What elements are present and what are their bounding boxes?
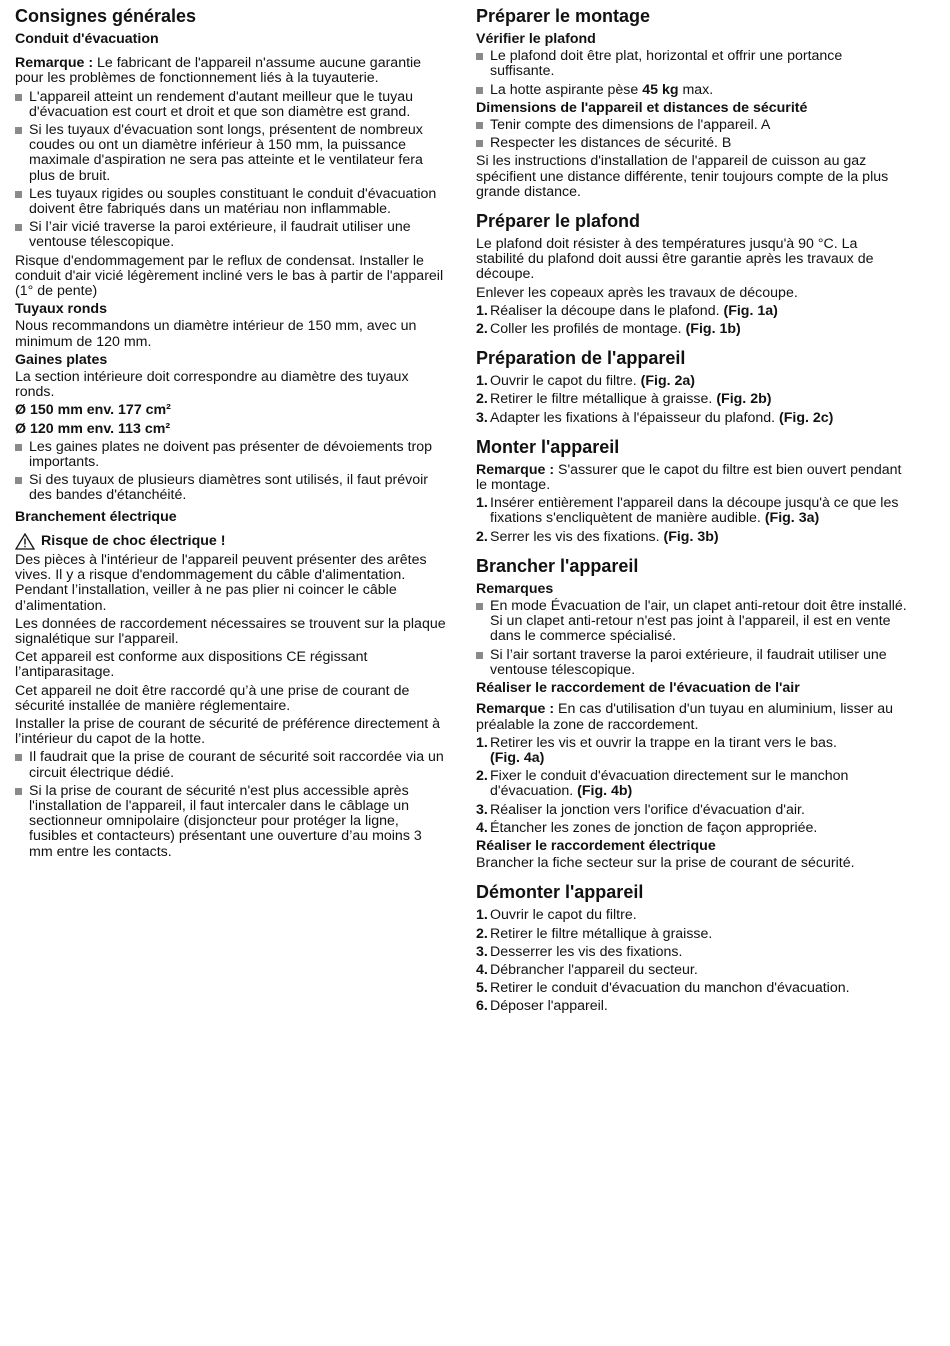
list-item [476,411,908,426]
list-item [476,945,908,960]
step-number: 3. [476,943,488,960]
section-heading-raccordement-elec: Réaliser le raccordement électrique [476,837,716,854]
plafond-steps [476,304,908,337]
list-item: Tenir compte des dimensions de l'appareil. A [476,118,908,133]
list-item: Si la prise de courant de sécurité n'est plus accessible après l'installation de l'appareil, il faut intercaler dans le câblage un sectionneur omnipolaire (disjoncteur pour protéger la ligne, fusibles et contacteurs) présentant une ouverture d’au moins 3 mm entre les contacts. [15,784,447,860]
elec-paragraph: Cet appareil ne doit être raccordé qu’à une prise de courant de sécurité installée de manière réglementaire. [15,682,410,714]
step-text: Réaliser la découpe dans le plafond. [490,302,724,319]
list-item: Le plafond doit être plat, horizontal et offrir une portance suffisante. [476,49,908,79]
page-title: Consignes générales [15,6,197,26]
weight-prefix: La hotte aspirante pèse [490,81,643,98]
figure-ref: (Fig. 1b) [685,321,741,338]
step-text: Retirer le filtre métallique à graisse. [490,925,713,942]
section-heading-evac: Réaliser le raccordement de l'évacuation de l'air [476,680,800,697]
list-item: L'appareil atteint un rendement d'autant meilleur que le tuyau d'évacuation est court et droit et que son diamètre est grand. [15,90,447,120]
conduit-bullets [15,90,447,251]
list-item: En mode Évacuation de l'air, un clapet anti-retour doit être installé. Si un clapet anti-retour n'est pas joint à l'appareil, il est en vente dans le commerce spécialisé. [476,599,908,645]
step-text: Retirer le filtre métallique à graisse. [490,391,717,408]
step-text: Insérer entièrement l'appareil dans la découpe jusqu'à ce que les fixations s'encliquètent de manière audible. [490,495,899,527]
list-item: Les tuyaux rigides ou souples constituant le conduit d'évacuation doivent être fabriqués dans un matériau non inflammable. [15,187,447,217]
remarque-note [476,463,908,493]
elec-bullets [15,750,447,859]
list-item [476,908,908,923]
step-text: Étancher les zones de jonction de façon appropriée. [490,819,818,836]
warning-triangle-icon [15,533,35,550]
step-number: 2. [476,391,488,408]
figure-ref: (Fig. 3a) [764,510,820,527]
list-item [476,496,908,526]
list-item [476,821,908,836]
step-text: Ouvrir le capot du filtre. [490,373,641,390]
section-title-plafond: Préparer le plafond [476,211,641,232]
step-text: Coller les profilés de montage. [490,321,686,338]
list-item [476,981,908,996]
list-item [476,769,908,799]
list-item: Respecter les distances de sécurité. B [476,136,908,151]
plafond-paragraph: Enlever les copeaux après les travaux de découpe. [476,284,798,301]
step-text: Débrancher l'appareil du secteur. [490,961,698,978]
step-text: Déposer l'appareil. [490,998,608,1015]
dims-bullets [476,118,908,151]
list-item [476,963,908,978]
section-heading-remarques: Remarques [476,580,554,597]
list-item [476,392,908,407]
step-text: Desserrer les vis des fixations. [490,943,683,960]
step-number: 1. [476,734,488,751]
raccordement-elec-text: Brancher la fiche secteur sur la prise de courant de sécurité. [476,855,855,872]
section-heading-plates: Gaines plates [15,351,108,368]
elec-paragraph: Cet appareil est conforme aux dispositions CE régissant l’antiparasitage. [15,649,368,681]
section-heading-elec: Branchement électrique [15,508,177,525]
step-text: Fixer le conduit d'évacuation directement sur le manchon d'évacuation. [490,768,849,800]
figure-ref: (Fig. 4a) [490,749,545,766]
dimension-150: Ø 150 mm env. 177 cm² [15,402,171,419]
plates-text: La section intérieure doit correspondre au diamètre des tuyaux ronds. [15,369,409,401]
step-number: 5. [476,980,488,997]
section-title-monter: Monter l'appareil [476,436,620,457]
plates-bullets [15,440,447,504]
remarque-text: Le fabricant de l'appareil n'assume aucune garantie pour les problèmes de fonctionnement liés à la tuyauterie. [15,55,422,87]
section-heading-dims: Dimensions de l'appareil et distances de sécurité [476,99,808,116]
step-number: 2. [476,925,488,942]
list-item: Il faudrait que la prise de courant de sécurité soit raccordée via un circuit électrique dédié. [15,750,447,780]
list-item [476,322,908,337]
step-number: 3. [476,409,488,426]
list-item: Si des tuyaux de plusieurs diamètres sont utilisés, il faut prévoir des bandes d'étanchéité. [15,473,447,503]
step-number: 2. [476,768,488,785]
monter-steps [476,496,908,545]
verif-bullets [476,49,908,98]
section-heading-conduit: Conduit d'évacuation [15,31,159,47]
evac-steps [476,736,908,836]
step-text: Adapter les fixations à l'épaisseur du plafond. [490,409,780,426]
figure-ref: (Fig. 2a) [640,373,695,390]
step-number: 1. [476,907,488,924]
remarque-label: Remarque : [476,701,555,718]
list-item [476,999,908,1014]
step-number: 1. [476,373,488,390]
list-item: Si les tuyaux d'évacuation sont longs, présentent de nombreux coudes ou ont un diamètre inférieur à 150 mm, la puissance maximale d'aspiration ne sera pas atteinte et le ventilateur fera plus de bruit. [15,123,447,184]
step-number: 2. [476,528,488,545]
step-text: Ouvrir le capot du filtre. [490,907,637,924]
section-heading-verif: Vérifier le plafond [476,31,596,47]
condensat-paragraph: Risque d'endommagement par le reflux de condensat. Installer le conduit d'air vicié légèrement incliné vers le bas à partir de l'appareil (1° de pente) [15,252,444,300]
warning-text: Risque de choc électrique ! [41,532,226,549]
list-item [476,83,908,98]
section-title-montage: Préparer le montage [476,6,651,26]
section-title-demonter: Démonter l'appareil [476,882,644,903]
dims-paragraph: Si les instructions d'installation de l'appareil de cuisson au gaz spécifient une distance différente, tenir toujours compte de la plus grande distance. [476,153,889,200]
list-item [476,803,908,818]
step-number: 3. [476,801,488,818]
weight-value: 45 kg [642,81,679,98]
dimension-120: Ø 120 mm env. 113 cm² [15,420,171,437]
list-item: Si l’air sortant traverse la paroi extérieure, il faudrait utiliser une ventouse télescopique. [476,648,908,678]
step-text: Retirer le conduit d'évacuation du manchon d'évacuation. [490,980,850,997]
remarque-label: Remarque : [15,55,94,72]
left-column [15,4,447,863]
step-number: 1. [476,302,488,319]
list-item [476,374,908,389]
list-item: Si l’air vicié traverse la paroi extérieure, il faudrait utiliser une ventouse télescopique. [15,220,447,250]
elec-paragraph: Les données de raccordement nécessaires se trouvent sur la plaque signalétique sur l'appareil. [15,615,446,647]
section-heading-ronds: Tuyaux ronds [15,301,107,318]
remarque-text: S'assurer que le capot du filtre est bien ouvert pendant le montage. [476,461,902,494]
step-number: 1. [476,495,488,512]
step-text: Serrer les vis des fixations. [490,528,664,545]
ronds-text: Nous recommandons un diamètre intérieur de 150 mm, avec un minimum de 120 mm. [15,318,417,350]
list-item [476,530,908,545]
step-text: Retirer les vis et ouvrir la trappe en la tirant vers le bas. [490,734,837,751]
elec-paragraph: Des pièces à l'intérieur de l'appareil peuvent présenter des arêtes vives. Il y a risque d'endommagement du câble d'alimentation. Pendant l’installation, veiller à ne pas plier ni coincer le câble d’alimentation. [15,551,427,614]
step-number: 4. [476,961,488,978]
figure-ref: (Fig. 4b) [577,783,633,800]
brancher-bullets [476,599,908,678]
figure-ref: (Fig. 1a) [723,302,778,319]
step-number: 4. [476,819,488,836]
list-item [476,304,908,319]
step-number: 2. [476,321,488,338]
list-item: Les gaines plates ne doivent pas présenter de dévoiements trop importants. [15,440,447,470]
figure-ref: (Fig. 2c) [779,409,834,426]
section-title-brancher: Brancher l'appareil [476,555,639,576]
weight-suffix: max. [678,81,714,98]
preparation-steps [476,374,908,426]
list-item [476,927,908,942]
step-number: 6. [476,998,488,1015]
demonter-steps [476,908,908,1014]
remarque-label: Remarque : [476,461,555,478]
remarque-note [15,56,447,86]
elec-paragraph: Installer la prise de courant de sécurité de préférence directement à l’intérieur du capot de la hotte. [15,715,441,748]
section-title-preparation: Préparation de l'appareil [476,348,686,369]
figure-ref: (Fig. 2b) [716,391,772,408]
step-text: Réaliser la jonction vers l'orifice d'évacuation d'air. [490,801,805,818]
remarque-note [476,702,908,732]
list-item [476,736,908,766]
figure-ref: (Fig. 3b) [663,528,719,545]
remarque-text: En cas d'utilisation d'un tuyau en aluminium, lisser au préalable la zone de raccordement. [476,701,894,733]
warning-line [15,533,447,550]
plafond-paragraph: Le plafond doit résister à des températures jusqu'à 90 °C. La stabilité du plafond doit aussi être garantie après les travaux de découpe. [476,236,874,283]
right-column [476,4,908,1018]
